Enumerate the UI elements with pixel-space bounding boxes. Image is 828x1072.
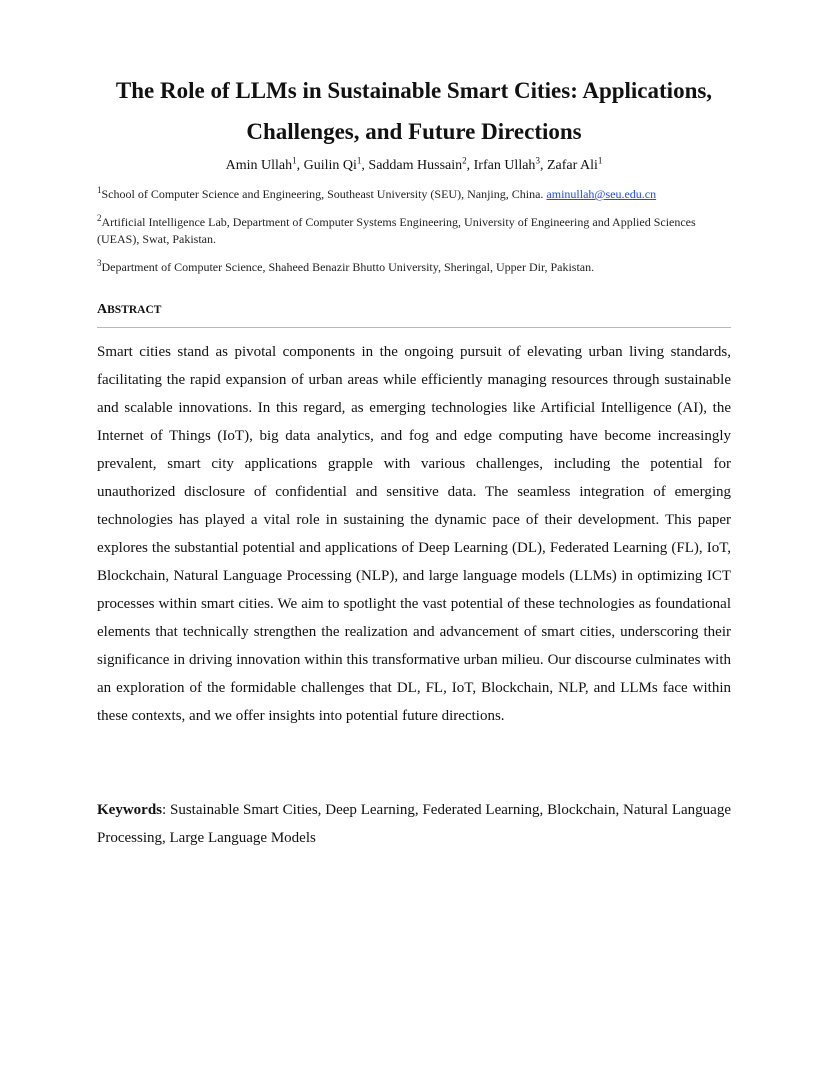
abstract-text: Smart cities stand as pivotal components in the ongoing pursuit of elevating urban living standards, facilitating the rapid expansion of urban areas while efficiently managing resources through sustainable and scalable innovations. In this regard, as emerging technologies like Artificial Intelligence (AI), the Internet of Things (IoT), big data analytics, and fog and edge computing have become increasingly prevalent, smart city applications grapple with various challenges, including the potential for unauthorized disclosure of confidential and sensitive data. The seamless integration of emerging technologies has played a vital role in sustaining the dynamic pace of their development. This paper explores the substantial potential and applications of Deep Learning (DL), Federated Learning (FL), IoT, Blockchain, Natural Language Processing (NLP), and large language models (LLMs) in optimizing ICT processes within smart cities. We aim to spotlight the vast potential of these technologies as foundational elements that technically strengthen the realization and advancement of smart cities, underscoring their significance in driving innovation within this transformative urban milieu. Our discourse culminates with an exploration of the formidable challenges that DL, FL, IoT, Blockchain, NLP, and LLMs face within these contexts, and we offer insights into potential future directions. bbox=[97, 344, 731, 724]
author-affil-mark: 1 bbox=[356, 155, 362, 166]
email-link[interactable]: aminullah@seu.edu.cn bbox=[546, 187, 657, 201]
affiliation-1 bbox=[97, 186, 737, 203]
author-separator: , bbox=[361, 158, 369, 173]
author-separator: , bbox=[466, 158, 474, 173]
author-list bbox=[60, 157, 768, 175]
keywords-list: : Sustainable Smart Cities, Deep Learning, Federated Learning, Blockchain, Natural Language Processing, Large Language Models bbox=[97, 802, 731, 846]
author bbox=[303, 155, 369, 173]
abstract-heading-rest: BSTRACT bbox=[107, 304, 162, 316]
affiliation-number: 1 bbox=[97, 185, 102, 195]
author-affil-mark: 3 bbox=[535, 155, 540, 166]
author-name: Irfan Ullah bbox=[473, 158, 536, 173]
abstract-heading bbox=[97, 301, 161, 319]
author-affil-mark: 1 bbox=[597, 155, 603, 166]
affiliation-text: School of Computer Science and Engineering, Southeast University (SEU), Nanjing, China. bbox=[101, 187, 547, 201]
author-separator: , bbox=[296, 158, 304, 173]
author bbox=[473, 155, 547, 173]
author-separator: , bbox=[539, 158, 547, 173]
paper-title: The Role of LLMs in Sustainable Smart Cities: Applications, Challenges, and Future Directions bbox=[115, 78, 713, 144]
affiliation-number: 3 bbox=[97, 258, 102, 268]
affiliation-text: Department of Computer Science, Shaheed Benazir Bhutto University, Sheringal, Upper Dir, Pakistan. bbox=[101, 260, 595, 274]
author-affil-mark: 2 bbox=[462, 155, 467, 166]
affiliation-text: Artificial Intelligence Lab, Department of Computer Systems Engineering, University of Engineering and Applied Sciences (UEAS), Swat, Pakistan. bbox=[97, 215, 696, 246]
author-affil-mark: 1 bbox=[292, 155, 297, 166]
author bbox=[225, 155, 304, 173]
author bbox=[368, 155, 474, 173]
abstract-heading-initial: A bbox=[97, 302, 108, 317]
affiliation-2 bbox=[97, 214, 737, 248]
author-name: Zafar Ali bbox=[546, 158, 598, 173]
author bbox=[546, 155, 603, 173]
affiliation-3 bbox=[97, 259, 737, 276]
author-name: Amin Ullah bbox=[225, 158, 293, 173]
keywords-label: Keywords bbox=[97, 802, 162, 818]
author-name: Guilin Qi bbox=[303, 158, 357, 173]
affiliation-number: 2 bbox=[97, 213, 102, 223]
section-divider bbox=[97, 327, 731, 328]
author-name: Saddam Hussain bbox=[368, 158, 463, 173]
keywords bbox=[97, 796, 731, 852]
